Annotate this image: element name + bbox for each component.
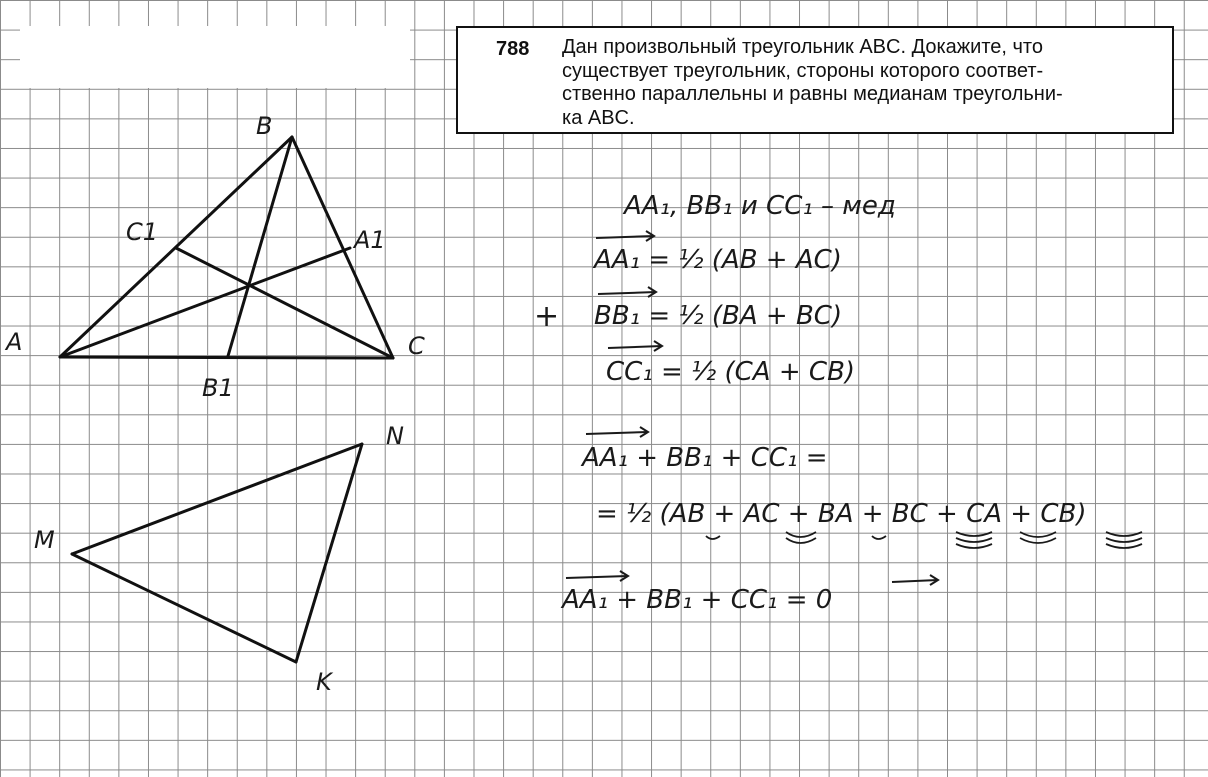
label-a1: A1 — [354, 226, 386, 254]
arrow-cc1-1 — [608, 341, 662, 351]
label-c: C — [408, 332, 425, 360]
side-mn — [72, 444, 362, 554]
triangle-abc — [60, 137, 393, 358]
median-cc1 — [176, 248, 393, 358]
label-c1: C1 — [126, 218, 159, 246]
problem-number: 788 — [496, 38, 530, 60]
label-m: M — [34, 526, 55, 554]
label-b1: B1 — [202, 374, 234, 402]
arrow-zero — [892, 575, 938, 585]
label-n: N — [386, 422, 404, 450]
arrow-aa1-1 — [596, 231, 654, 241]
triangle-mnk — [72, 444, 362, 662]
label-a: A — [6, 328, 23, 356]
solution-line-6: = ½ (AB + AC + BA + BC + CA + CB) — [596, 499, 1087, 529]
solution-line-7: AA₁ + BB₁ + CC₁ = 0 — [562, 585, 833, 615]
problem-line-1: Дан произвольный треугольник ABC. Докажите, что — [562, 36, 1043, 58]
side-ac — [60, 357, 393, 358]
problem-line-2: существует треугольник, стороны которого соответ- — [562, 59, 1044, 82]
arrow-bb1-1 — [598, 287, 656, 297]
problem-line-4: ка ABC. — [562, 106, 635, 129]
underline-marks — [706, 532, 1142, 548]
solution-line-5: AA₁ + BB₁ + CC₁ = — [582, 443, 828, 473]
problem-line-3: ственно параллельны и равны медианам треугольни- — [562, 83, 1063, 105]
plus-sign: + — [534, 299, 560, 334]
solution-line-2: AA₁ = ½ (AB + AC) — [594, 245, 842, 275]
solution-line-4: CC₁ = ½ (CA + CB) — [606, 357, 856, 387]
side-mk — [72, 554, 296, 662]
median-bb1 — [228, 137, 292, 356]
solution-line-3: BB₁ = ½ (BA + BC) — [594, 301, 843, 331]
arrow-aa1-3 — [566, 571, 628, 581]
solution — [534, 191, 1142, 615]
label-b: B — [256, 112, 273, 140]
label-k: K — [316, 668, 332, 696]
solution-line-1: AA₁, BB₁ и CC₁ – мед — [624, 191, 896, 221]
arrow-aa1-2 — [586, 427, 648, 437]
side-nk — [296, 444, 362, 662]
